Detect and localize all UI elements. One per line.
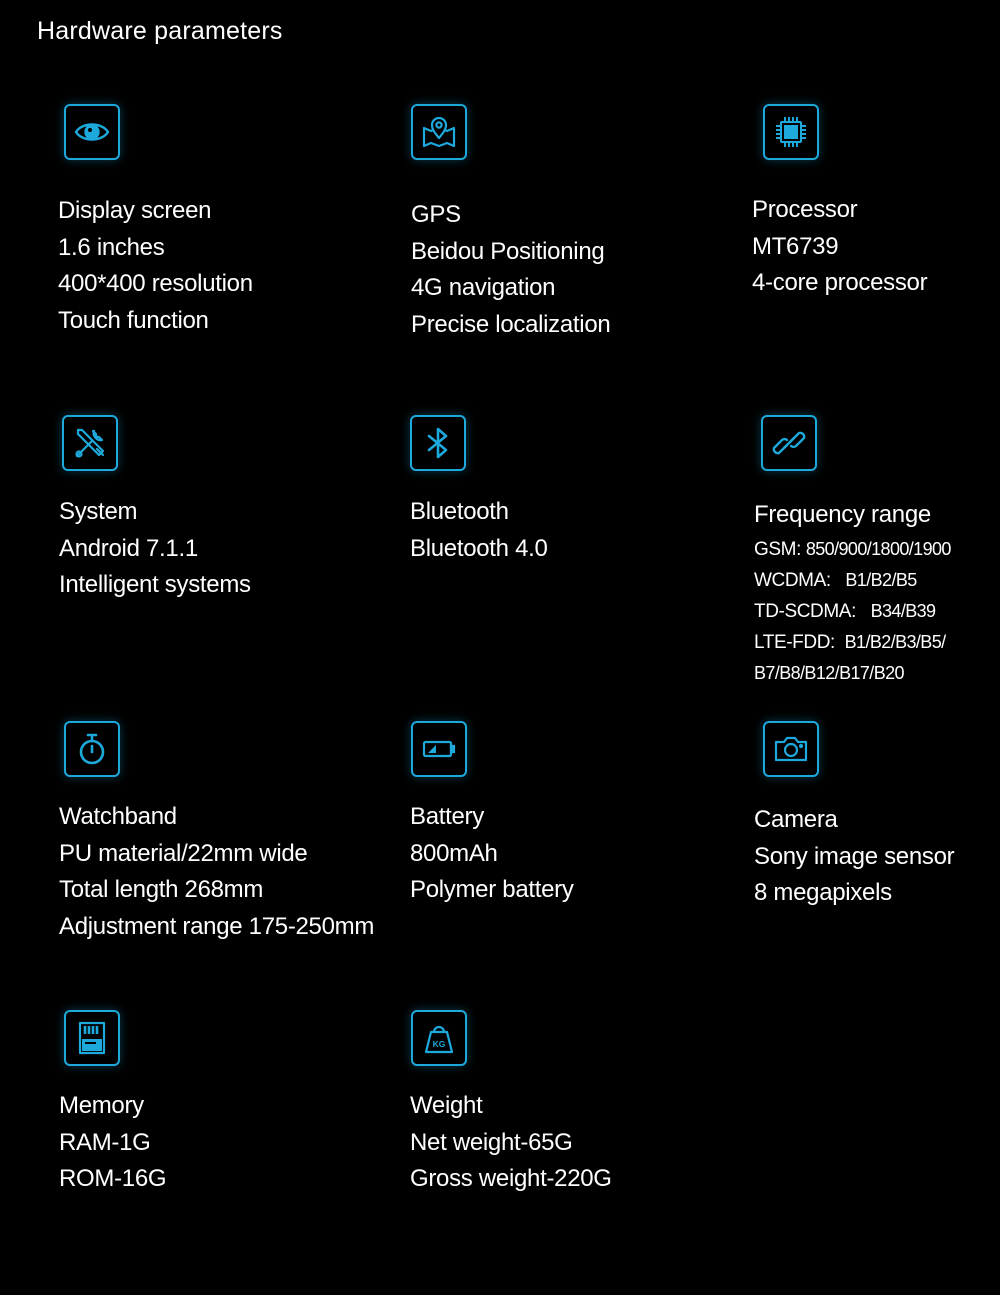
spec-detail: 8 megapixels [754,879,892,906]
band-label: WCDMA: [754,569,831,591]
spec-frequency-text [754,497,951,689]
spec-title: Display screen [58,197,212,224]
spec-processor-text [752,192,927,302]
bluetooth-icon [410,415,466,471]
eye-icon [64,104,120,160]
spec-title: System [59,498,138,525]
spec-memory [64,1010,120,1066]
frequency-band-ltefdd-cont [754,658,951,689]
spec-detail: Android 7.1.1 [59,534,198,562]
spec-detail: Beidou Positioning [411,237,605,265]
spec-title: GPS [411,201,461,228]
spec-title: Bluetooth [410,498,509,525]
spec-battery-text [410,799,574,909]
link-icon [761,415,817,471]
sd-card-icon [64,1010,120,1066]
spec-weight [411,1010,467,1066]
spec-display-text [58,193,253,339]
kg-label: KG [432,1039,446,1049]
spec-title: Camera [754,806,838,833]
spec-title: Processor [752,196,858,223]
spec-gps-text [411,197,610,343]
band-label: TD-SCDMA: [754,600,856,622]
battery-icon [411,721,467,777]
band-label: GSM: [754,538,801,560]
page-title: Hardware parameters [37,17,283,45]
spec-detail: Net weight-65G [410,1128,573,1156]
spec-bluetooth-text [410,494,548,567]
spec-title: Battery [410,803,484,830]
chip-icon [763,104,819,160]
spec-title: Frequency range [754,501,931,528]
spec-detail: PU material/22mm wide [59,839,308,867]
spec-detail: Intelligent systems [59,571,251,598]
frequency-band-wcdma [754,565,951,596]
spec-camera-text [754,802,954,912]
spec-bluetooth [410,415,466,471]
frequency-band-tdscdma [754,596,951,627]
spec-battery [411,721,467,777]
spec-detail: Precise localization [411,310,611,338]
spec-watchband-text [59,799,374,945]
band-value: B1/B2/B3/B5/ [844,631,946,652]
spec-watchband [64,721,120,777]
band-value: B34/B39 [870,600,936,621]
spec-detail: Gross weight-220G [410,1165,612,1192]
frequency-band-gsm [754,534,951,565]
spec-detail: Sony image sensor [754,842,955,870]
spec-detail: 1.6 inches [58,233,165,261]
spec-system-text [59,494,251,604]
spec-frequency [761,415,817,471]
spec-gps [411,104,467,160]
tools-icon [62,415,118,471]
band-label: LTE-FDD: [754,631,835,653]
spec-detail: ROM-16G [59,1165,167,1192]
band-value: B7/B8/B12/B17/B20 [754,662,904,683]
spec-detail: MT6739 [752,232,839,260]
stopwatch-icon [64,721,120,777]
band-value: 850/900/1800/1900 [805,538,951,559]
spec-detail: 4-core processor [752,269,928,296]
spec-memory-text [59,1088,166,1198]
spec-system [62,415,118,471]
spec-detail: Bluetooth 4.0 [410,534,548,562]
camera-icon [763,721,819,777]
spec-detail: 4G navigation [411,274,556,301]
spec-detail: 400*400 resolution [58,270,253,297]
frequency-band-ltefdd [754,627,951,658]
spec-title: Memory [59,1092,144,1119]
spec-camera [763,721,819,777]
spec-detail: Adjustment range 175-250mm [59,912,375,940]
spec-detail: Polymer battery [410,876,574,903]
spec-processor [763,104,819,160]
spec-detail: Total length 268mm [59,876,264,903]
band-value: B1/B2/B5 [845,569,917,590]
spec-detail: Touch function [58,306,209,334]
spec-detail: RAM-1G [59,1128,151,1156]
spec-title: Watchband [59,803,177,830]
spec-title: Weight [410,1092,483,1119]
weight-kg-icon [411,1010,467,1066]
spec-detail: 800mAh [410,839,498,867]
spec-display [64,104,120,160]
map-pin-icon [411,104,467,160]
spec-weight-text [410,1088,612,1198]
